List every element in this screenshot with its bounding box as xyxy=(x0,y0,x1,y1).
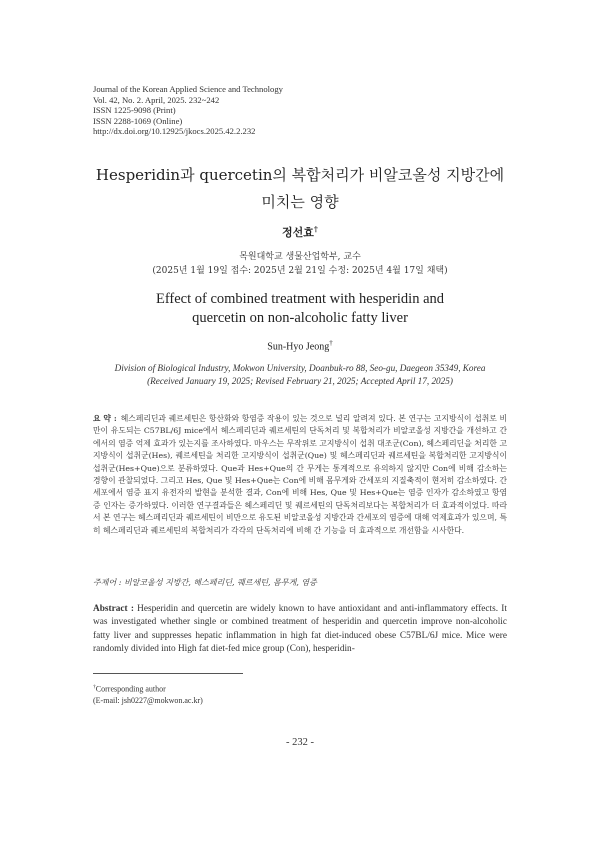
issn-print: ISSN 1225-9098 (Print) xyxy=(93,105,176,116)
doi-link[interactable]: http://dx.doi.org/10.12925/jkocs.2025.42.2.232 xyxy=(93,126,256,137)
journal-volume: Vol. 42, No. 2. April, 2025. 232~242 xyxy=(93,94,220,105)
author-english-name: Sun-Hyo Jeong xyxy=(267,341,330,353)
journal-header xyxy=(93,84,283,137)
title-english-line1: Effect of combined treatment with hesperidin and xyxy=(155,291,445,307)
title-korean xyxy=(40,162,560,216)
title-english-line2: quercetin on non-alcoholic fatty liver xyxy=(192,310,408,326)
title-korean-line2: 미치는 영향 xyxy=(261,193,339,211)
affiliation-korean-line1: 목원대학교 생물산업학부, 교수 xyxy=(239,252,361,262)
journal-name: Journal of the Korean Applied Science and Technology xyxy=(93,84,283,94)
title-english xyxy=(40,290,560,328)
abstract-english-label: Abstract : xyxy=(93,604,134,614)
abstract-english xyxy=(93,603,507,657)
abstract-korean xyxy=(93,413,507,537)
footnote xyxy=(93,682,203,706)
abstract-english-text: Hesperidin and quercetin are widely known to have antioxidant and anti-inflammatory effects. It was investigated whether single or combined treatment of hesperidin and quercetin improve non-alcoholic fatty liver and suppresses hepatic inflammation in high fat diet-induced obese C57BL/6J mice. Mice were randomly divided into High fat diet-fed mice group (Con), hesperidin- xyxy=(93,604,507,655)
footnote-divider xyxy=(93,673,243,674)
corresponding-mark: † xyxy=(313,224,318,234)
footnote-email: (E-mail: jsh0227@mokwon.ac.kr) xyxy=(93,695,203,705)
affiliation-english-line1: Division of Biological Industry, Mokwon University, Doanbuk-ro 88, Seo-gu, Daegeon 35349, Korea xyxy=(114,363,486,373)
author-english xyxy=(0,339,600,352)
page-number: - 232 - xyxy=(286,737,314,748)
abstract-korean-label: 요 약 : xyxy=(93,414,117,423)
footnote-label: Corresponding author xyxy=(95,684,166,694)
footnote-mark: † xyxy=(93,684,96,690)
title-korean-line1: Hesperidin과 quercetin의 복합처리가 비알코올성 지방간에 xyxy=(95,166,505,184)
keywords-korean: 주제어 : 비알코올성 지방간, 헤스페리딘, 퀘르세틴, 몸무게, 염증 xyxy=(93,578,317,587)
dates-korean: (2025년 1월 19일 접수: 2025년 2월 21일 수정: 2025년 4월 17일 채택) xyxy=(152,266,448,276)
dates-english: (Received January 19, 2025; Revised February 21, 2025; Accepted April 17, 2025) xyxy=(147,376,453,386)
corresponding-mark: † xyxy=(329,339,333,347)
author-korean-name: 정선효 xyxy=(282,226,314,239)
author-korean xyxy=(0,224,600,240)
issn-online: ISSN 2288-1069 (Online) xyxy=(93,115,183,126)
affiliation-korean xyxy=(0,250,600,278)
affiliation-english xyxy=(80,362,520,388)
abstract-korean-text: 헤스페리딘과 퀘르세틴은 항산화와 항염증 작용이 있는 것으로 널리 알려져 있다. 본 연구는 고지방식이 섭취로 비만이 유도되는 C57BL/6J mice에서 헤스페리딘과 퀘르세틴의 단독처리 및 복합처리가 비알코올성 지방간을 개선하고 간에서의 염증 억제 효과가 있는지를 조사하였다. 마우스는 무작위로 고지방식이 섭취 대조군(Con), 헤스페리딘을 처리한 고지방식이 섭취군(Hes), 퀘르세틴을 처리한 고지방식이 섭취군(Que) 및 헤스페리딘과 퀘르세틴을 복합처리한 고지방식이 섭취군(Hes+Que)으로 분류하였다. Que과 Hes+Que의 간 무게는 통계적으로 유의하지 않지만 Con에 비해 감소하는 경향이 관찰되었다. 그리고 Hes, Que 및 Hes+Que는 Con에 비해 몸무게와 간세포의 지질축적이 현저히 감소하였다. 간세포에서 염증 표지 유전자의 발현을 분석한 결과, Con에 비해 Hes, Que 및 Hes+Que는 염증 인자가 감소하였고 항염증 인자는 증가하였다. 이러한 연구결과들은 헤스페리딘 및 퀘르세틴의 단독처리보다는 복합처리가 더 효과적이었다. 따라서 본 연구는 헤스페리딘과 퀘르세틴이 비만으로 유도된 비알코올성 지방간과 간세포의 염증에 대해 억제효과가 있으며, 특히 헤스페리딘과 퀘르세틴의 복합처리가 각각의 단독처리에 비해 간 기능을 더 효과적으로 개선함을 시사한다. xyxy=(93,414,507,535)
